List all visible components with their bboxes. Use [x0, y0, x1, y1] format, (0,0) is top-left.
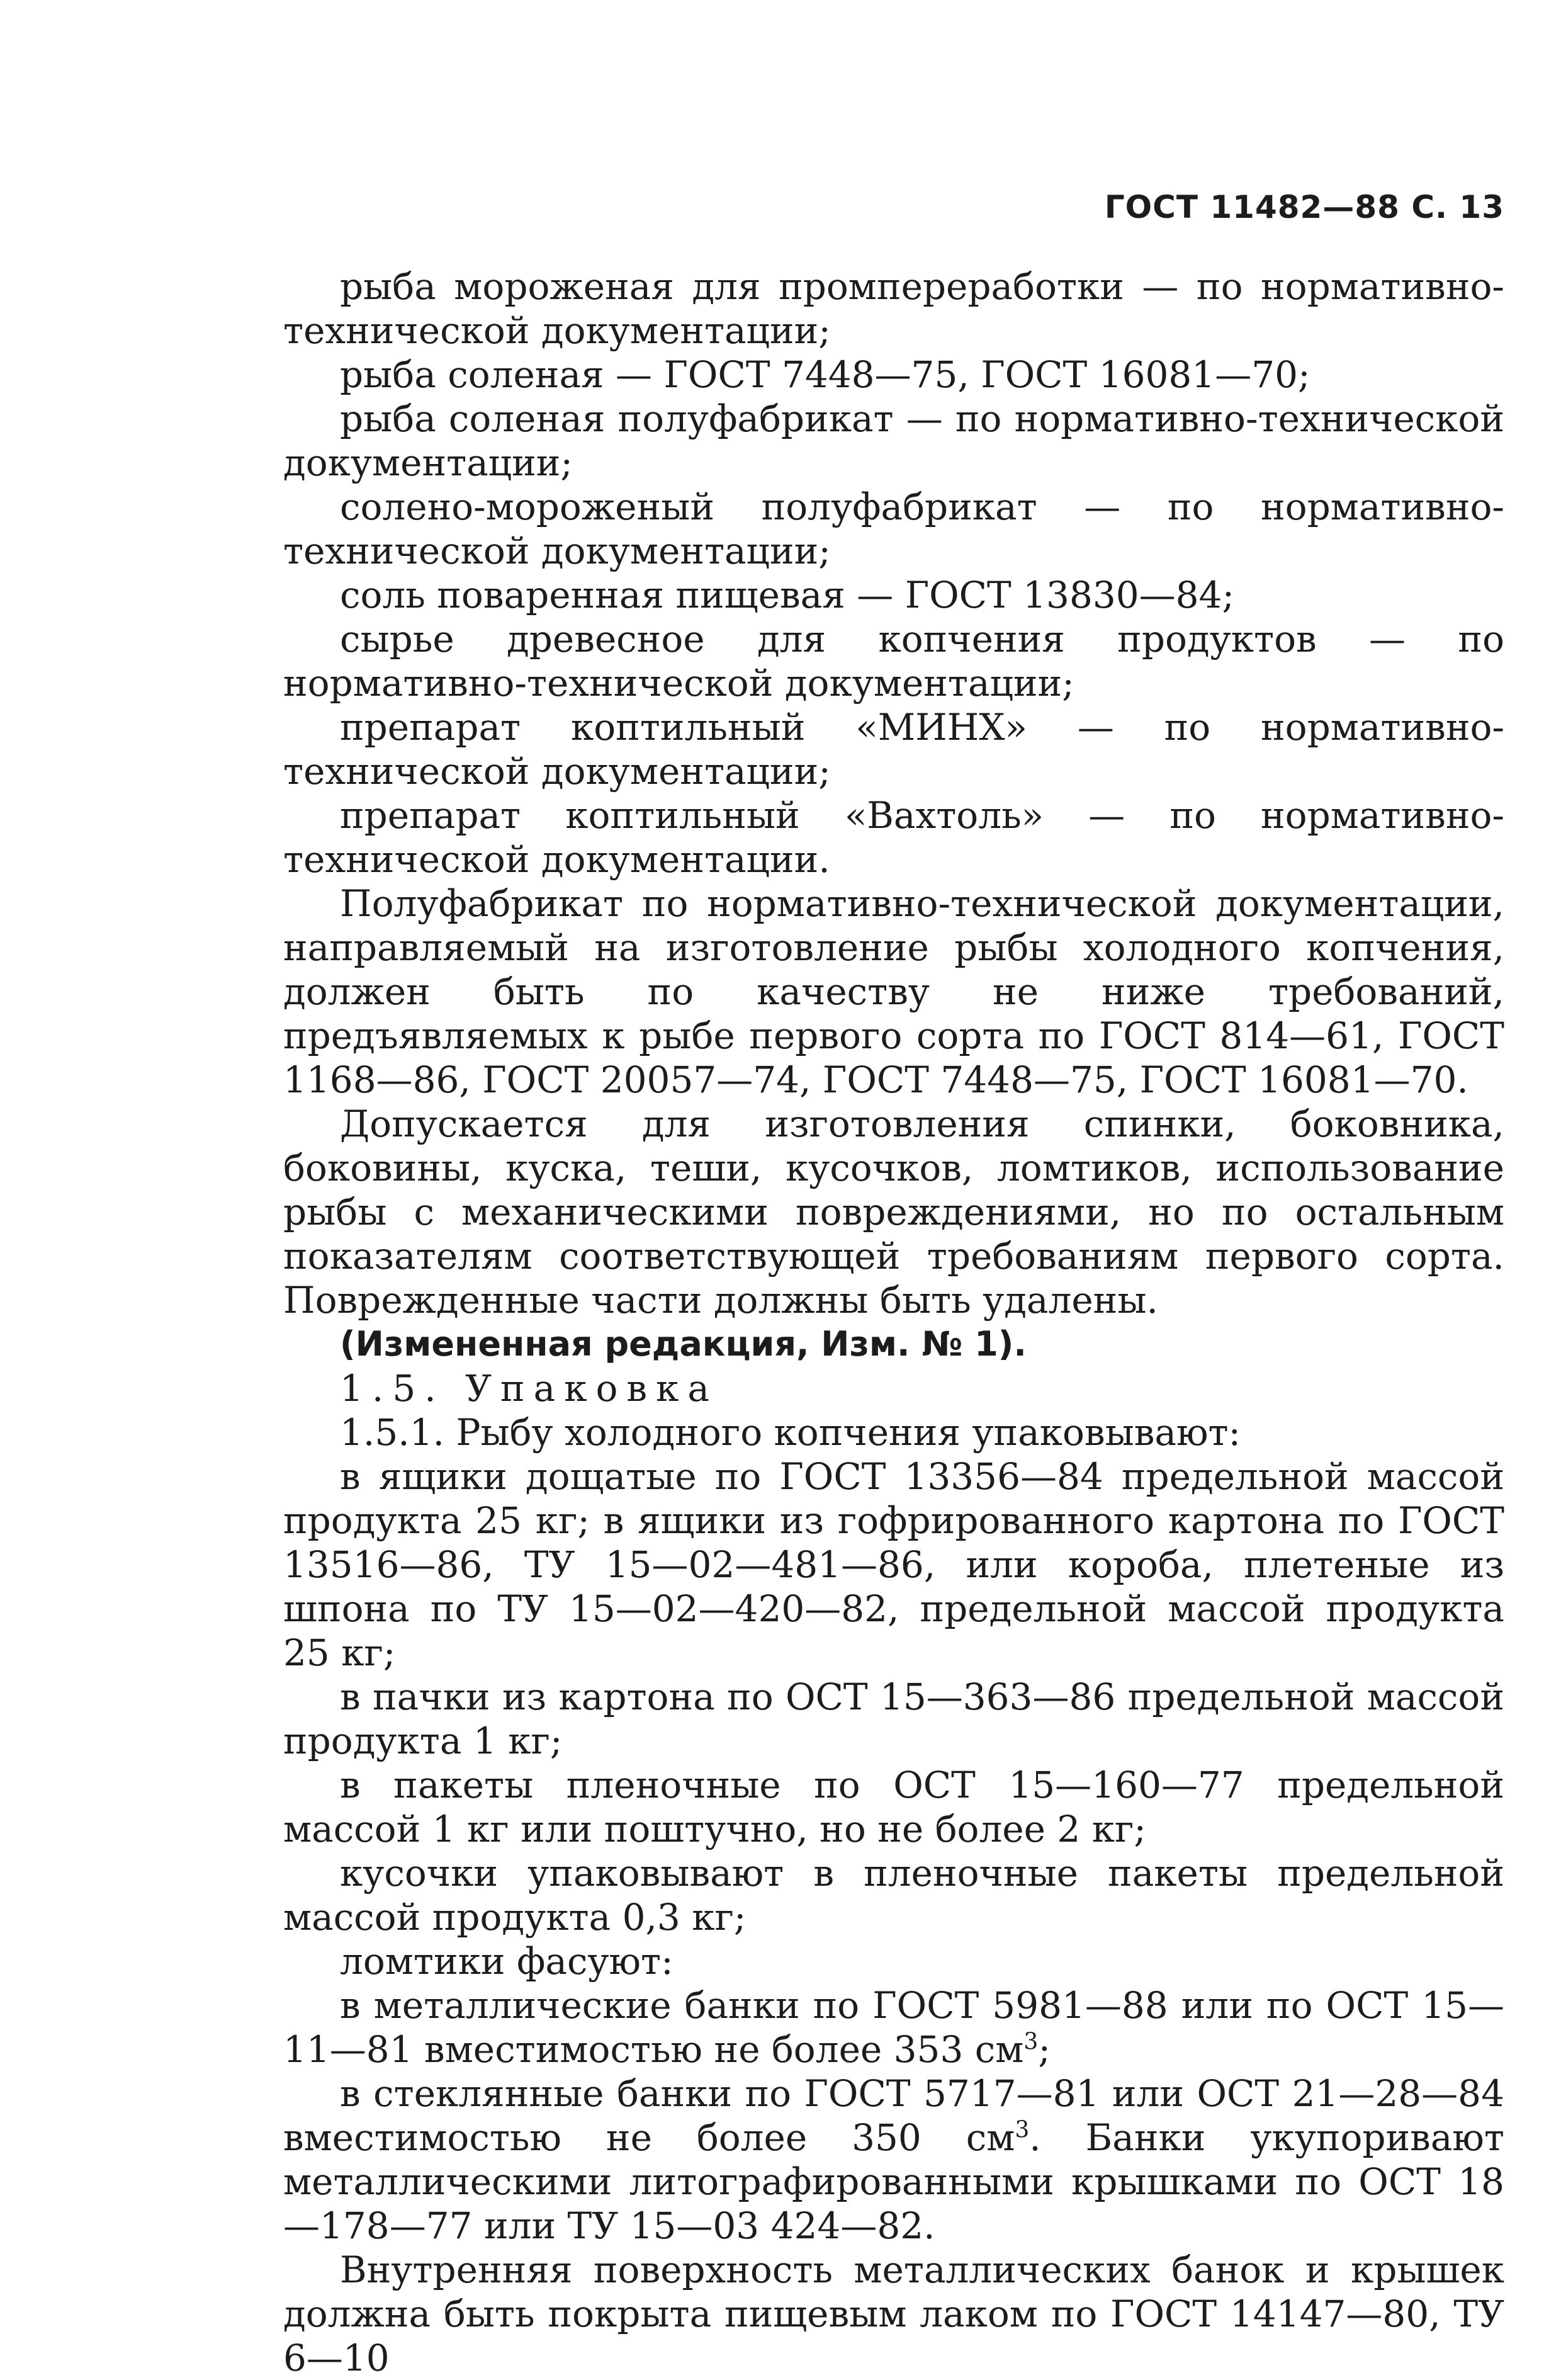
document-body [283, 264, 1504, 2380]
paragraph: рыба мороженая для промпереработки — по нормативно-технической документации; [283, 265, 1504, 352]
paragraph: Допускается для изготовления спинки, боковника, боковины, куска, теши, кусочков, ломтиков, использование рыбы с механическими повреждениями, но по остальным показателям соответствующей требованиям первого сорта. Поврежденные части должны быть удалены. [283, 1102, 1504, 1322]
paragraph: препарат коптильный «МИНХ» — по нормативно-технической документации; [283, 706, 1504, 793]
amendment-note: (Измененная редакция, Изм. № 1). [340, 1324, 1027, 1364]
paragraph: соль поваренная пищевая — ГОСТ 13830—84; [340, 574, 1234, 616]
superscript: 3 [1015, 2117, 1030, 2143]
paragraph: в пакеты пленочные по ОСТ 15—160—77 предельной массой 1 кг или поштучно, но не более 2 кг; [283, 1764, 1504, 1850]
section-heading: 1.5. Упаковка [340, 1367, 718, 1410]
paragraph [283, 1983, 1504, 2071]
paragraph: рыба соленая полуфабрикат — по нормативно-технической документации; [283, 397, 1504, 484]
paragraph: в ящики дощатые по ГОСТ 13356—84 предельной массой продукта 25 кг; в ящики из гофрированного картона по ГОСТ 13516—86, ТУ 15—02—481—86, или короба, плетеные из шпона по ТУ 15—02—420—82, предельной массой продукта 25 кг; [283, 1455, 1504, 1674]
paragraph: рыба соленая — ГОСТ 7448—75, ГОСТ 16081—70; [340, 353, 1310, 396]
paragraph: солено-мороженый полуфабрикат — по нормативно-технической документации; [283, 485, 1504, 572]
paragraph-text: в стеклянные банки по ГОСТ 5717—81 или ОСТ 21—28—84 вместимостью не более 350 см [283, 2072, 1504, 2159]
paragraph-text: в металлические банки по ГОСТ 5981—88 или по ОСТ 15—11—81 вместимостью не более 353 см [283, 1984, 1504, 2071]
paragraph: Полуфабрикат по нормативно-технической документации, направляемый на изготовление рыбы холодного копчения, должен быть по качеству не ниже требований, предъявляемых к рыбе первого сорта по ГОСТ 814—61, ГОСТ 1168—86, ГОСТ 20057—74, ГОСТ 7448—75, ГОСТ 16081—70. [283, 882, 1504, 1101]
paragraph: кусочки упаковывают в пленочные пакеты предельной массой продукта 0,3 кг; [283, 1852, 1504, 1939]
paragraph: Внутренняя поверхность металлических банок и крышек должна быть покрыта пищевым лаком по ГОСТ 14147—80, ТУ 6—10 [283, 2248, 1504, 2379]
paragraph: в пачки из картона по ОСТ 15—363—86 предельной массой продукта 1 кг; [283, 1675, 1504, 1762]
paragraph: сырье древесное для копчения продуктов — по нормативно-технической документации; [283, 618, 1504, 705]
running-header: ГОСТ 11482—88 С. 13 [1104, 189, 1504, 225]
paragraph-text: ; [1038, 2028, 1051, 2071]
paragraph: ломтики фасуют: [340, 1940, 673, 1983]
paragraph-text: . Банки укупоривают металлическими литографированными крышками по ОСТ 18—178—77 или ТУ 15—03 424—82. [283, 2116, 1504, 2247]
paragraph: 1.5.1. Рыбу холодного копчения упаковывают: [340, 1411, 1241, 1454]
superscript: 3 [1023, 2029, 1039, 2055]
paragraph [283, 2071, 1504, 2248]
paragraph: препарат коптильный «Вахтоль» — по нормативно-технической документации. [283, 794, 1504, 881]
